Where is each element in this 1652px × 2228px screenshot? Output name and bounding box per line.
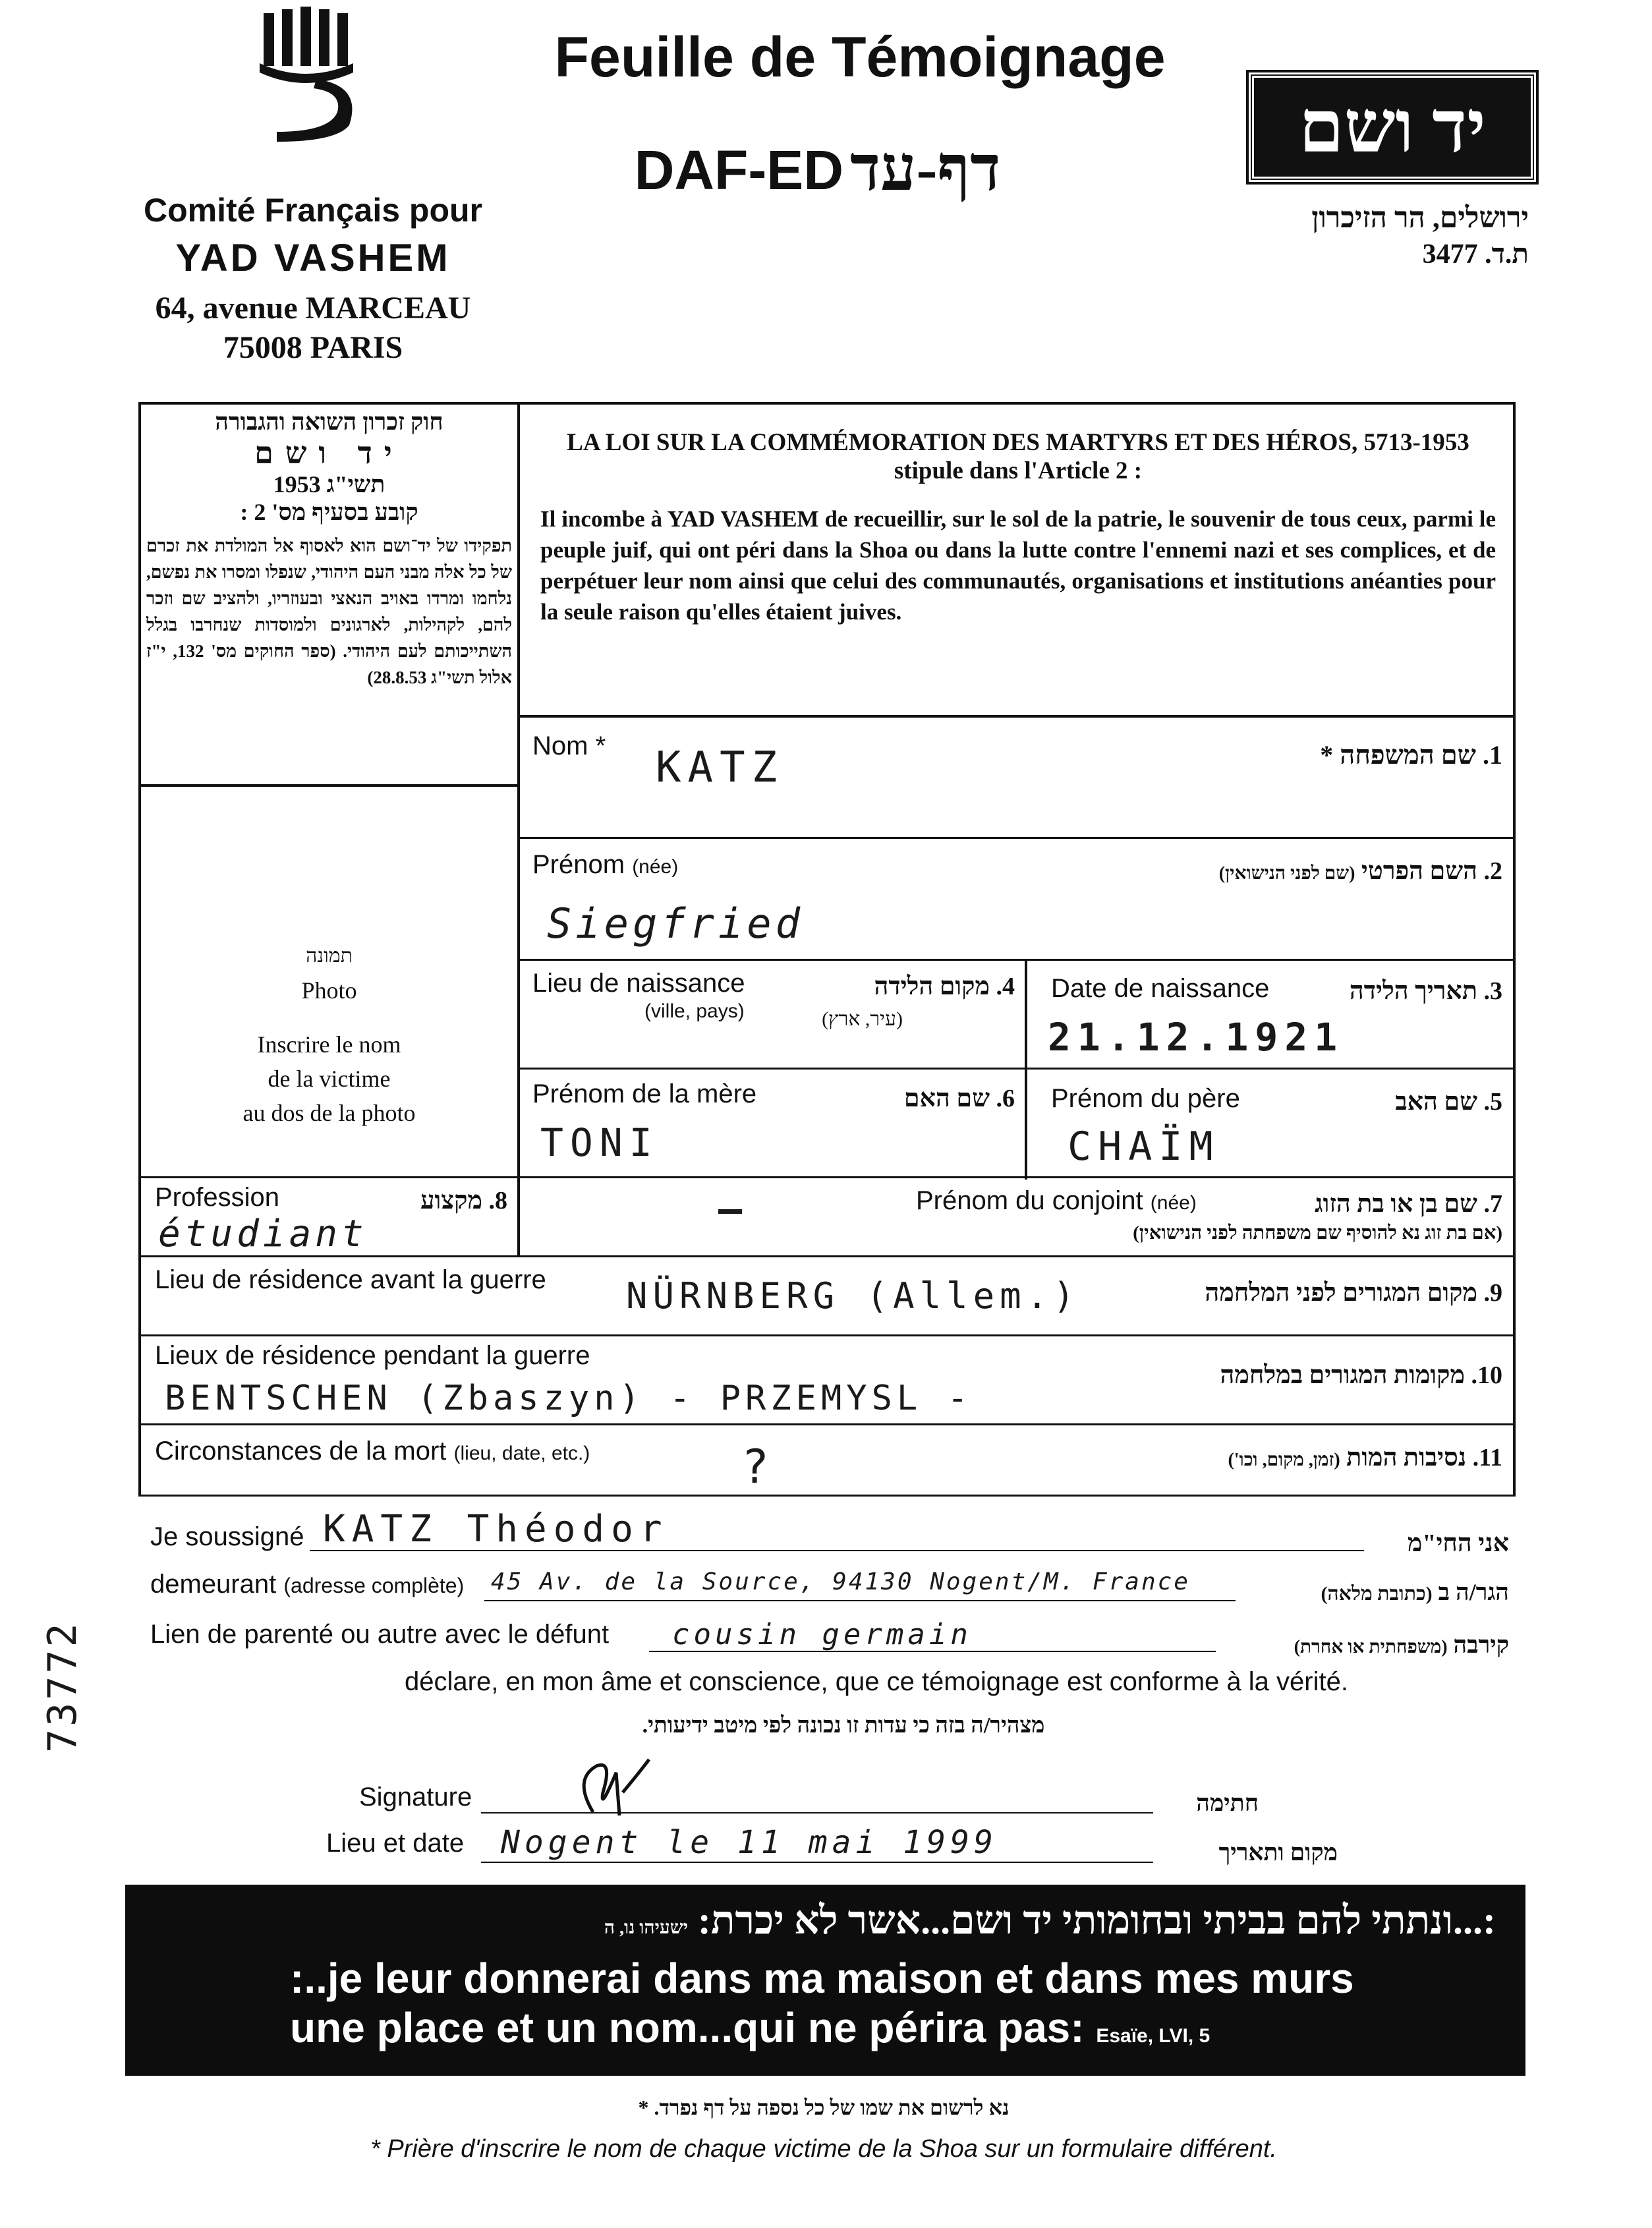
hebrew-law-body: תפקידו של יד־ושם הוא לאסוף אל המולדת את זכרם של כל אלה מבני העם היהודי, שנפלו ומסרו את נפשם, נלחמו ומרדו באויב הנאצי ובעוזריו, ולהציב שם וזכר להם, לקהילות, לארגונים ולמוסדות שנחרבו בגלל השתייכותם לעם היהודי. (ספר החוקים מס' 132, י"ז אלול תשי"ג 28.8.53) — [146, 536, 512, 687]
prenom-hebrew-text: 2. השם הפרטי — [1361, 857, 1502, 885]
row-divider — [138, 1495, 1516, 1497]
footer-french-note: * Prière d'inscrire le nom de chaque victime de la Shoa sur un formulaire différent. — [370, 2135, 1277, 2163]
signature-hebrew: חתימה — [1196, 1790, 1259, 1816]
quote-banner — [125, 1885, 1525, 2076]
row-divider — [141, 1176, 1516, 1178]
lieu-naissance-note: (ville, pays) — [644, 1000, 745, 1022]
conjoint-label-note: (née) — [1150, 1192, 1197, 1214]
yadvashem-logo — [1249, 72, 1536, 182]
demeurant-underline — [484, 1600, 1236, 1601]
nom-hebrew-label: 1. שם המשפחה * — [1320, 740, 1502, 770]
page-subtitle-latin: DAF-ED — [634, 139, 843, 201]
hebrew-law-box — [146, 405, 512, 781]
soussigne-value[interactable]: KATZ Théodor — [323, 1508, 669, 1551]
banner-french-ref: Esaïe, LVI, 5 — [1096, 2025, 1211, 2047]
residence-pendant-label: Lieux de résidence pendant la guerre — [155, 1341, 590, 1370]
lieu-naissance-label: Lieu de naissance — [532, 969, 745, 998]
footer-hebrew-note: נא לרשום את שמו של כל נספה על דף נפרד. * — [638, 2096, 1010, 2119]
profession-label: Profession — [155, 1183, 279, 1212]
row-divider — [517, 1068, 1516, 1070]
nom-label: Nom * — [532, 731, 606, 760]
committee-logo — [250, 7, 382, 145]
conjoint-hebrew-note: (אם בת זוג נא להוסיף שם משפחתה לפני הנישואין) — [1133, 1222, 1502, 1243]
demeurant-label-note: (adresse complète) — [283, 1574, 465, 1597]
prenom-mere-value[interactable]: TONI — [540, 1120, 659, 1165]
demeurant-hebrew — [1239, 1578, 1509, 1606]
french-law-body: Il incombe à YAD VASHEM de recueillir, sur le sol de la patrie, le souvenir de tous ceux, parmi le peuple juif, qui ont péri dans la Shoa ou dans la lutte contre l'ennemi nazi et ses complices, et de perpétuer leur nom ainsi que celui des communautés, organisations et institutions anéanties pour la seule raison qu'elles étaient juives. — [540, 506, 1496, 625]
profession-value[interactable]: étudiant — [158, 1213, 368, 1255]
circonstances-hebrew — [1087, 1443, 1502, 1472]
soussigne-label: Je soussigné — [150, 1522, 304, 1551]
photo-instruction-1: Inscrire le nom — [257, 1031, 401, 1058]
row-divider — [138, 1334, 1516, 1336]
committee-address-line1: 64, avenue MARCEAU — [155, 291, 471, 326]
law-box-divider — [517, 402, 520, 1176]
row-divider — [138, 1423, 1516, 1425]
committee-name-line1: Comité Français pour — [144, 192, 482, 229]
prenom-label — [532, 850, 678, 880]
prenom-mere-hebrew: 6. שם האם — [903, 1085, 1015, 1112]
hebrew-law-title: חוק זכרון השואה והגבורה — [215, 409, 443, 435]
demeurant-hebrew-note: (כתובת מלאה) — [1321, 1583, 1433, 1605]
lieu-date-label: Lieu et date — [326, 1829, 465, 1858]
photo-box[interactable] — [141, 939, 517, 1130]
parente-hebrew-text: קירבה — [1453, 1632, 1509, 1658]
french-law-bottom — [517, 715, 1516, 718]
parente-value[interactable]: cousin germain — [672, 1618, 972, 1651]
banner-french-line2: une place et un nom...qui ne périra pas: — [290, 2004, 1085, 2051]
demeurant-label — [150, 1570, 464, 1599]
form-frame-right — [1513, 402, 1516, 1298]
page-subtitle-hebrew: דף-עד — [850, 133, 1001, 204]
residence-avant-hebrew: 9. מקום המגורים לפני המלחמה — [1205, 1279, 1502, 1307]
parente-label: Lien de parenté ou autre avec le défunt — [150, 1620, 610, 1649]
circonstances-label-note: (lieu, date, etc.) — [453, 1442, 590, 1464]
soussigne-hebrew: אני החי"מ — [1407, 1529, 1509, 1557]
demeurant-hebrew-text: הגר/ה ב — [1438, 1579, 1509, 1605]
date-naissance-value[interactable]: 21.12.1921 — [1048, 1015, 1344, 1060]
circonstances-label-text: Circonstances de la mort — [155, 1437, 447, 1466]
yadvashem-logo-text: יד ושם — [1299, 86, 1486, 167]
french-law-title: LA LOI SUR LA COMMÉMORATION DES MARTYRS ET DES HÉROS, 5713-1953 — [567, 429, 1469, 456]
prenom-hebrew-note: (שם לפני הנישואין) — [1218, 863, 1355, 884]
hebrew-law-year: תשי"ג 1953 — [273, 471, 385, 498]
banner-hebrew-ref: ישעיהו נו, ה — [604, 1918, 688, 1938]
residence-avant-label: Lieu de résidence avant la guerre — [155, 1265, 546, 1294]
frame-left-lower — [138, 1176, 141, 1255]
committee-name-line2: YAD VASHEM — [175, 237, 451, 279]
conjoint-hebrew: 7. שם בן או בת הזוג — [1315, 1190, 1502, 1218]
lieu-naissance-hebrew: 4. מקום הלידה — [874, 973, 1015, 1000]
conjoint-label — [916, 1186, 1197, 1216]
statement-hebrew: מצהיר/ה בזה כי עדות זו נכונה לפי מיטב ידיעותי. — [642, 1713, 1045, 1738]
frame-right-lower — [1513, 1255, 1516, 1496]
form-frame-top — [138, 402, 1516, 405]
banner-hebrew-text: :...ונתתי להם בביתי ובחומותי יד ושם...אשר לא יכרת: — [697, 1899, 1496, 1942]
hebrew-law-clause: קובע בסעיף מס' 2 : — [240, 499, 418, 525]
prenom-hebrew-label — [1041, 857, 1502, 886]
prenom-value[interactable]: Siegfried — [547, 900, 804, 948]
date-naissance-label: Date de naissance — [1051, 974, 1270, 1003]
photo-label: Photo — [301, 977, 357, 1004]
hebrew-law-name: יד ושם — [254, 436, 404, 470]
demeurant-value[interactable]: 45 Av. de la Source, 94130 Nogent/M. France — [491, 1568, 1190, 1595]
date-naissance-hebrew: 3. תאריך הלידה — [1349, 977, 1502, 1005]
menorah-hand-icon — [250, 7, 382, 145]
po-box: ת.ד. 3477 — [1422, 239, 1529, 270]
row-divider — [138, 1255, 1516, 1257]
conjoint-label-text: Prénom du conjoint — [916, 1186, 1143, 1215]
circonstances-label — [155, 1437, 590, 1466]
profession-hebrew: 8. מקצוע — [420, 1187, 507, 1214]
nom-value[interactable]: KATZ — [656, 743, 784, 792]
banner-french-line1: :..je leur donnerai dans ma maison et dans mes murs — [290, 1955, 1354, 2002]
row-divider — [517, 959, 1516, 961]
lieu-date-hebrew: מקום ותאריך — [1218, 1839, 1338, 1866]
prenom-mere-label: Prénom de la mère — [532, 1079, 757, 1108]
banner-hebrew-quote — [283, 1898, 1496, 1943]
committee-address-line2: 75008 PARIS — [223, 330, 403, 365]
page-title: Feuille de Témoignage — [554, 26, 1166, 89]
statement-french: déclare, en mon âme et conscience, que ce témoignage est conforme à la vérité. — [405, 1667, 1348, 1696]
banner-french-line2-wrap — [290, 2003, 1210, 2052]
prenom-pere-value[interactable]: CHAÏM — [1068, 1124, 1220, 1170]
parente-hebrew — [1219, 1631, 1509, 1659]
french-law-subtitle: stipule dans l'Article 2 : — [894, 457, 1143, 484]
prenom-label-text: Prénom — [532, 850, 625, 879]
hebrew-law-bottom — [138, 784, 520, 787]
residence-pendant-value[interactable]: BENTSCHEN (Zbaszyn) - PRZEMYSL - — [165, 1379, 973, 1418]
profession-divider — [517, 1176, 520, 1255]
photo-instruction-2: de la victime — [268, 1066, 391, 1092]
prenom-pere-hebrew: 5. שם האב — [1395, 1088, 1502, 1116]
margin-document-number: 73772 — [40, 1620, 86, 1753]
photo-hebrew-label: תמונה — [306, 945, 353, 967]
french-law-box — [540, 428, 1496, 627]
parente-hebrew-note: (משפחתית או אחרת) — [1294, 1637, 1448, 1657]
residence-avant-value[interactable]: NÜRNBERG (Allem.) — [626, 1275, 1080, 1317]
jerusalem-address: ירושלים, הר הזיכרון — [1311, 202, 1529, 234]
circonstances-value[interactable]: ? — [741, 1440, 776, 1494]
lieu-naissance-hebrew-note: (עיר, ארץ) — [822, 1008, 903, 1030]
lieu-date-underline — [481, 1862, 1153, 1863]
signature-mark[interactable] — [567, 1753, 659, 1825]
circonstances-hebrew-note: (זמן, מקום, וכו') — [1228, 1450, 1340, 1470]
prenom-label-note: (née) — [632, 856, 679, 878]
conjoint-value[interactable]: — — [718, 1186, 749, 1232]
photo-instruction-3: au dos de la photo — [242, 1100, 416, 1126]
prenom-pere-label: Prénom du père — [1051, 1084, 1240, 1113]
residence-pendant-hebrew: 10. מקומות המגורים במלחמה — [1220, 1361, 1502, 1389]
row-divider — [517, 837, 1516, 839]
demeurant-label-text: demeurant — [150, 1570, 277, 1599]
frame-left-lower — [138, 1255, 141, 1496]
handwritten-signature-icon — [567, 1753, 659, 1825]
lieu-date-value[interactable]: Nogent le 11 mai 1999 — [501, 1824, 998, 1861]
circonstances-hebrew-text: 11. נסיבות המות — [1346, 1444, 1502, 1471]
signature-label: Signature — [359, 1783, 472, 1812]
